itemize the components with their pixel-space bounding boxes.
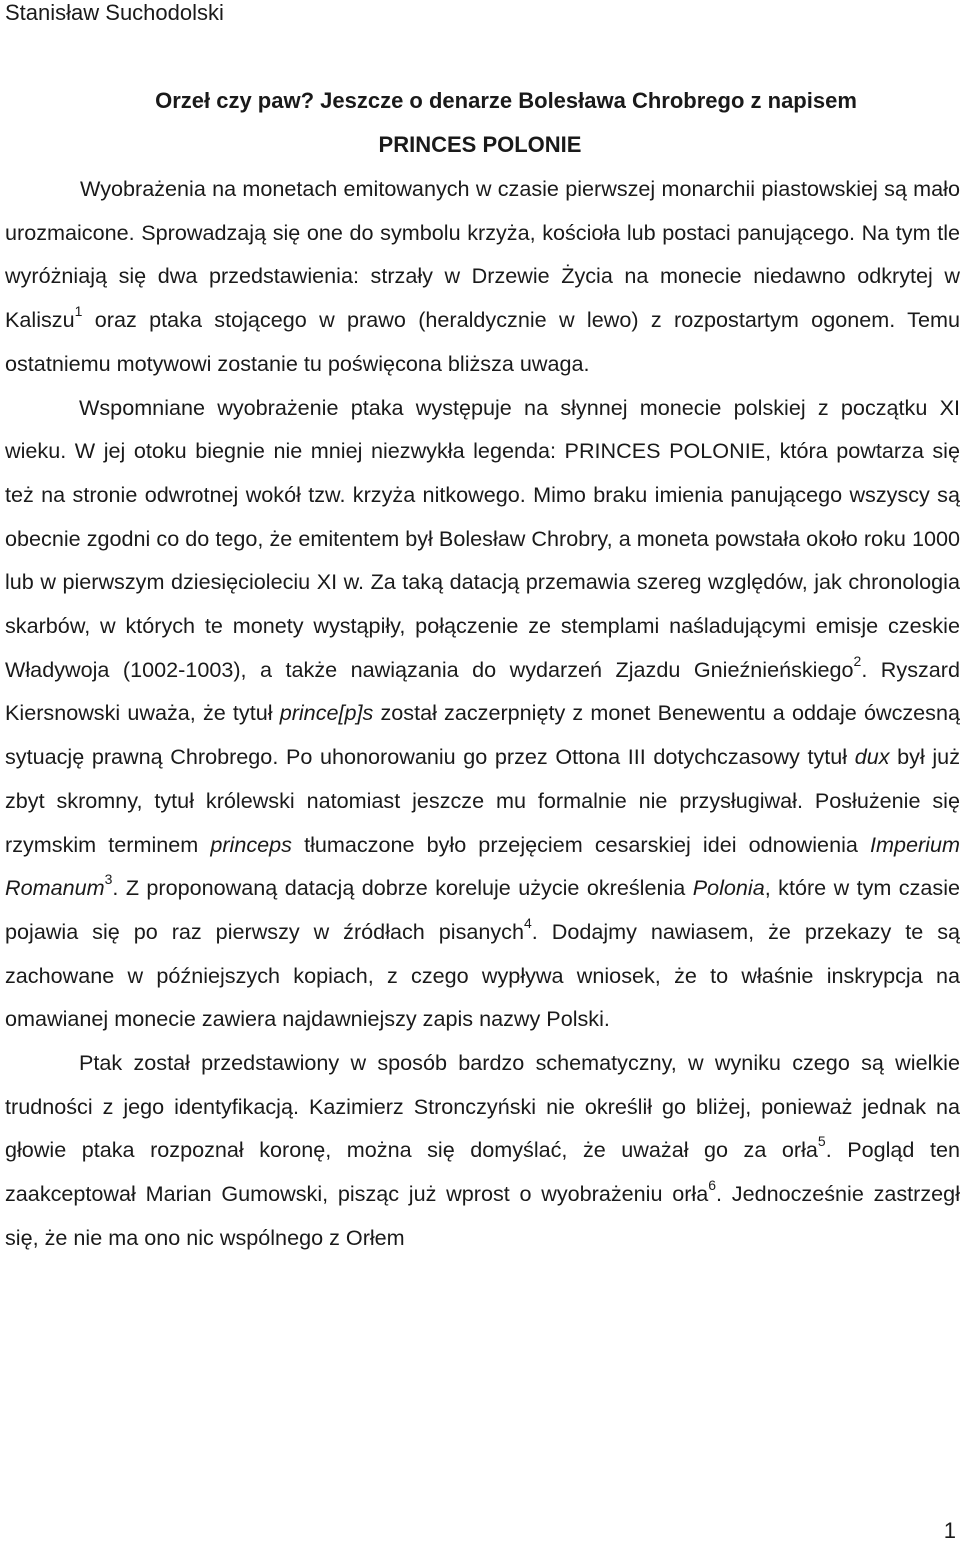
footnote-ref-2[interactable]: 2 [853, 652, 862, 669]
footnote-ref-6[interactable]: 6 [708, 1176, 717, 1193]
italic-term: princeps [210, 831, 292, 857]
text-span: . Dodajmy nawiasem, że przekazy te są zachowane w późniejszych kopiach, z czego wypływa wniosek, że to właśnie inskrypcja na omawianej monecie zawiera najdawniejszy zapis nazwy Polski. [5, 918, 960, 1032]
italic-term: prince[p]s [279, 700, 374, 726]
footnote-ref-3[interactable]: 3 [104, 871, 113, 888]
paragraph-2 [5, 386, 960, 1042]
italic-term: Polonia [692, 875, 765, 901]
text-span: Wspomniane wyobrażenie ptaka występuje na słynnej monecie polskiej z początku XI wieku. W jej otoku biegnie nie mniej niezwykła legenda: PRINCES POLONIE, która powtarza się też na stronie odwrotnej wokół tzw. krzyża nitkowego. Mimo braku imienia panującego wszyscy są obecnie zgodni co do tego, że emitentem był Bolesław Chrobry, a moneta powstała około roku 1000 lub w pierwszym dziesięcioleciu XI w. Za taką datacją przemawia szereg względów, jak chronologia skarbów, w których te monety wystąpiły, połączenie ze stemplami naśladującymi emisje czeskie Władywoja (1002-1003), a także nawiązania do wydarzeń Zjazdu Gnieźnieńskiego [5, 394, 960, 682]
footnote-ref-1[interactable]: 1 [74, 302, 83, 319]
text-span: . Z proponowaną datacją dobrze koreluje użycie określenia [112, 875, 693, 901]
text-span: oraz ptaka stojącego w prawo (heraldycznie w lewo) z rozpostartym ogonem. Temu ostatniemu motywowi zostanie tu poświęcona bliższa uwaga. [5, 307, 960, 376]
page-number: 1 [943, 1518, 956, 1543]
footnote-ref-5[interactable]: 5 [817, 1133, 826, 1150]
paragraph-3 [5, 1041, 960, 1260]
text-span: Ptak został przedstawiony w sposób bardzo schematyczny, w wyniku czego są wielkie trudności z jego identyfikacją. Kazimierz Stronczyński nie określił go bliżej, ponieważ jednak na głowie ptaka rozpoznał koronę, można się domyślać, że uważał go za orła [5, 1050, 960, 1163]
text-span: został zaczerpnięty z monet Benewentu a oddaje ówczesną sytuację prawną Chrobrego. Po uhonorowaniu go przez Ottona III dotychczasowy tytuł [5, 700, 960, 770]
text-span: , które w tym czasie pojawia się po raz pierwszy w źródłach pisanych [5, 875, 960, 944]
text-span: był już zbyt skromny, tytuł królewski natomiast jeszcze mu formalnie nie przysługiwał. Posłużenie się rzymskim terminem [5, 744, 960, 857]
text-span: . Jednocześnie zastrzegł się, że nie ma ono nic wspólnego z Orłem [5, 1181, 960, 1250]
italic-term: dux [854, 744, 890, 770]
text-span: tłumaczone było przejęciem cesarskiej idei odnowienia [291, 831, 870, 857]
footnote-ref-4[interactable]: 4 [524, 914, 532, 931]
text-span: Wyobrażenia na monetach emitowanych w czasie pierwszej monarchii piastowskiej są mało urozmaicone. Sprowadzają się one do symbolu krzyża, kościoła lub postaci panującego. Na tym tle wyróżniają się dwa przedstawienia: strzały w Drzewie Życia na monecie niedawno odkrytej w Kaliszu [5, 176, 960, 333]
article-title-line-2: PRINCES POLONIE [378, 132, 582, 157]
italic-term: Imperium Romanum [5, 831, 960, 901]
author-name: Stanisław Suchodolski [5, 0, 224, 25]
article-body [5, 167, 960, 1260]
text-span: . Pogląd ten zaakceptował Marian Gumowski, pisząc już wprost o wyobrażeniu orła [5, 1137, 960, 1207]
text-span: . Ryszard Kiersnowski uważa, że tytuł [5, 656, 960, 726]
article-title-line-1: Orzeł czy paw? Jeszcze o denarze Bolesława Chrobrego z napisem [155, 88, 857, 113]
paragraph-1 [5, 167, 960, 386]
